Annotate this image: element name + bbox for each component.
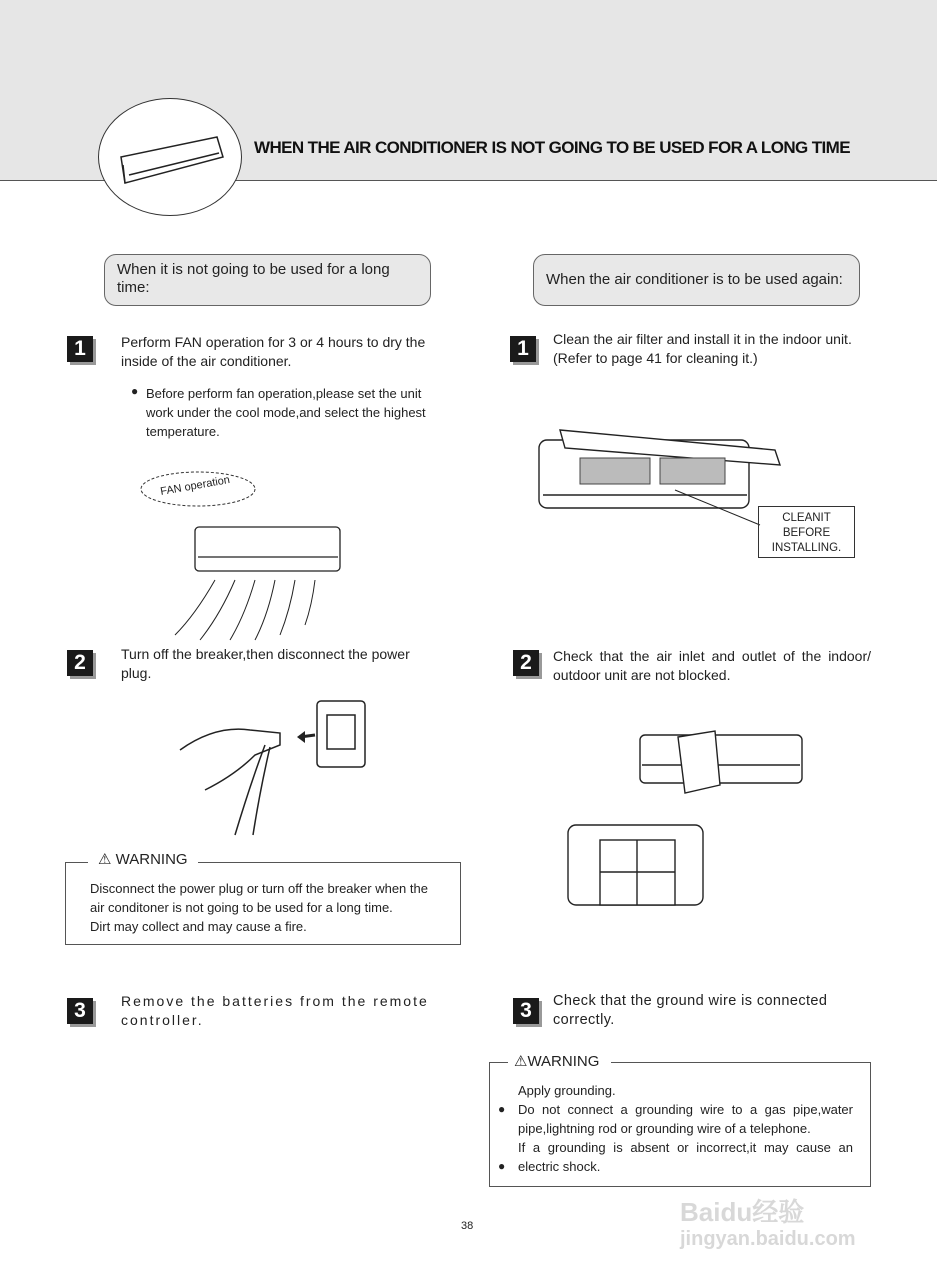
watermark-url: jingyan.baidu.com (680, 1228, 856, 1250)
fan-operation-bubble: FAN operation (159, 473, 231, 499)
step-text: Perform FAN operation for 3 or 4 hours to dry the inside of the air conditioner. (121, 334, 426, 369)
step-number: 1 (67, 336, 93, 362)
unplug-illustration (175, 695, 375, 840)
warning-triangle-icon: ⚠ (514, 1053, 528, 1070)
ac-unit-illustration (98, 98, 242, 216)
step-bullet: Before perform fan operation,please set the unit work under the cool mode,and select the highest temperature. (146, 386, 426, 439)
step-number: 2 (67, 650, 93, 676)
bullet-icon: ● (498, 1102, 506, 1116)
warning-text: Disconnect the power plug or turn off the breaker when the air conditoner is not going to be used for a long time. Dirt may collect and may cause a fire. (90, 881, 428, 934)
warning-label: ⚠ WARNING (88, 850, 198, 868)
page-title: WHEN THE AIR CONDITIONER IS NOT GOING TO BE USED FOR A LONG TIME (254, 138, 850, 157)
step-number: 3 (67, 998, 93, 1024)
step-text: Clean the air filter and install it in the indoor unit. (Refer to page 41 for cleaning it.) (553, 331, 852, 366)
step-text: Check that the ground wire is connected correctly. (553, 993, 828, 1028)
page-number: 38 (461, 1220, 474, 1232)
watermark-logo: Baidu经验 (680, 1197, 805, 1227)
bullet-icon: ● (498, 1159, 506, 1173)
warning-text: Apply grounding. Do not connect a grounding wire to a gas pipe,water pipe,lightning rod or grounding wire of a telephone. If a grounding is absent or incorrect,it may cause an electric shock. (518, 1083, 853, 1174)
step-number: 3 (513, 998, 539, 1024)
step-text: Check that the air inlet and outlet of the indoor/ outdoor unit are not blocked. (553, 648, 871, 683)
warning-label: ⚠WARNING (508, 1052, 611, 1070)
callout-box: CLEANIT BEFORE INSTALLING. (758, 506, 855, 558)
left-section-heading: When it is not going to be used for a long time: (104, 254, 431, 306)
right-section-heading: When the air conditioner is to be used again: (533, 254, 860, 306)
step-number: 2 (513, 650, 539, 676)
bullet-icon: ● (131, 384, 139, 398)
step-text: Turn off the breaker,then disconnect the power plug. (121, 646, 410, 681)
warning-triangle-icon: ⚠ (98, 851, 112, 868)
filter-install-illustration (535, 420, 795, 530)
step-number: 1 (510, 336, 536, 362)
blocked-unit-illustration (560, 725, 810, 915)
step-text: Remove the batteries from the remote controller. (121, 993, 429, 1028)
